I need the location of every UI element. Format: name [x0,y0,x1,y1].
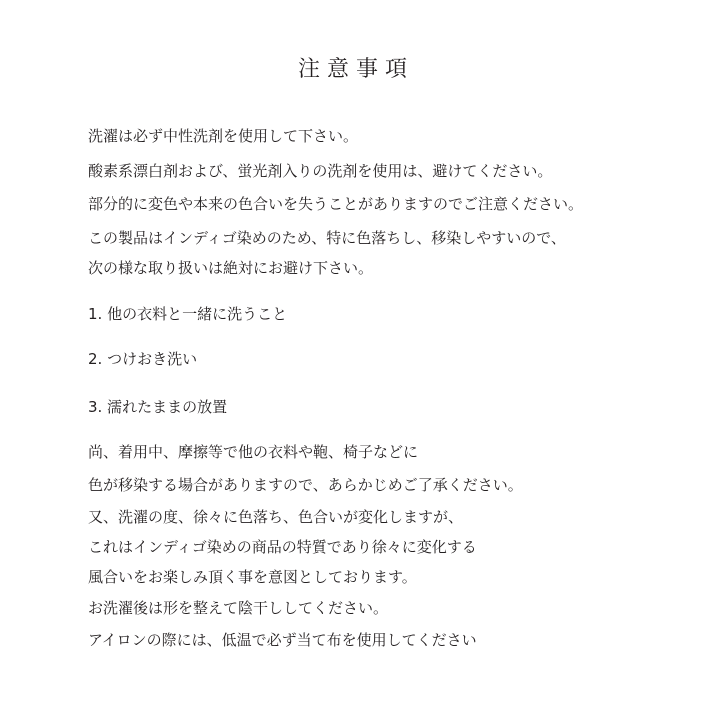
note-line-2: 色が移染する場合がありますので、あらかじめご了承ください。 [88,476,523,494]
note-line-1: 尚、着用中、摩擦等で他の衣料や鞄、椅子などに [88,443,419,461]
note-line-3: 又、洗濯の度、徐々に色落ち、色合いが変化しますが、 [88,508,464,526]
intro-line-5: 次の様な取り扱いは絶対にお避け下さい。 [88,259,374,277]
note-line-5: 風合いをお楽しみ頂く事を意図としております。 [88,568,417,586]
list-item-1: 1. 他の衣料と一緒に洗うこと [88,305,288,323]
intro-line-2: 酸素系漂白剤および、蛍光剤入りの洗剤を使用は、避けてください。 [88,162,553,180]
intro-line-3: 部分的に変色や本来の色合いを失うことがありますのでご注意ください。 [88,195,584,213]
page-title: 注意事項 [297,57,414,82]
intro-line-4: この製品はインディゴ染めのため、特に色落ちし、移染しやすいので、 [88,229,566,247]
note-line-7: アイロンの際には、低温で必ず当て布を使用してください [88,631,477,649]
list-item-3: 3. 濡れたままの放置 [88,398,228,416]
intro-line-1: 洗濯は必ず中性洗剤を使用して下さい。 [88,127,359,145]
list-item-2: 2. つけおき洗い [88,350,198,368]
note-line-4: これはインディゴ染めの商品の特質であり徐々に変化する [88,538,477,556]
note-line-6: お洗濯後は形を整えて陰干ししてください。 [88,599,389,617]
